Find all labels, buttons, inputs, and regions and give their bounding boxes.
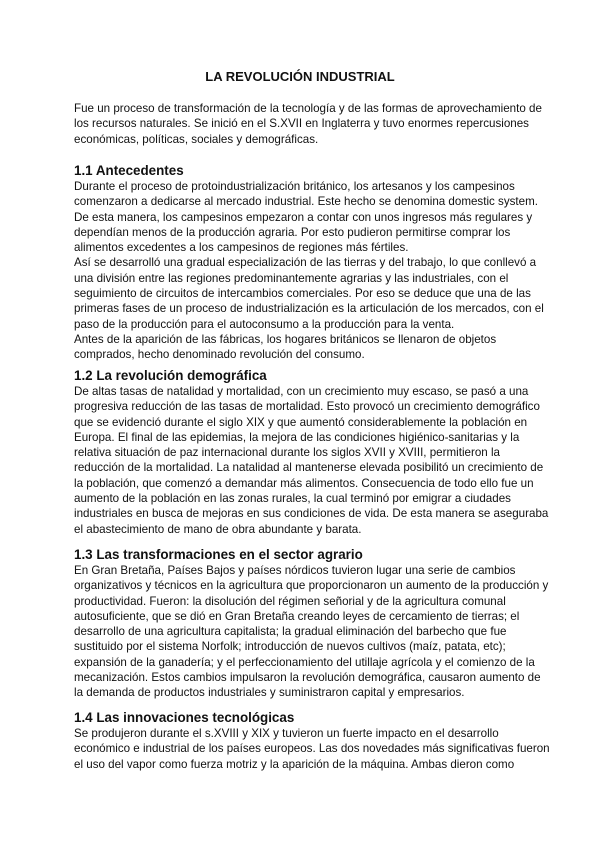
section-heading-sector-agrario: 1.3 Las transformaciones en el sector agrario — [74, 547, 363, 562]
text-line: Antes de la aparición de las fábricas, los hogares británicos se llenaron de objetos — [74, 332, 497, 346]
section-heading-innovaciones-tecnologicas: 1.4 Las innovaciones tecnológicas — [74, 710, 295, 725]
text-line: económico e industrial de los países europeos. Las dos novedades más significativas fueron — [74, 742, 550, 756]
text-line: sustituido por el sistema Norfolk; introducción de nuevos cultivos (maíz, patata, etc); — [74, 640, 506, 654]
text-line: la demanda de productos industriales y suministraron capital y empresarios. — [74, 686, 465, 700]
text-line: Así se desarrolló una gradual especialización de las tierras y del trabajo, lo que conllevó a — [74, 256, 537, 270]
text-line: relativa situación de paz internacional durante los siglos XVII y XVIII, permitieron la — [74, 446, 500, 460]
text-line: Se produjeron durante el s.XVIII y XIX y tuvieron un fuerte impacto en el desarrollo — [74, 727, 499, 740]
section-body-antecedentes — [74, 179, 544, 363]
text-line: aumento de la población en las zonas rurales, la cual terminó por emigrar a ciudades — [74, 492, 511, 506]
text-line: el abastecimiento de mano de obra abundante y barata. — [74, 522, 362, 536]
text-line: autosuficiente, que se dió en Gran Bretaña creando leyes de cercamiento de tierras; el — [74, 609, 520, 623]
intro-paragraph — [74, 101, 542, 147]
text-line: comprados, hecho denominado revolución del consumo. — [74, 348, 365, 362]
text-line: reducción de la mortalidad. La natalidad al mantenerse elevada posibilitó un crecimiento de — [74, 461, 544, 475]
text-line: Durante el proceso de protoindustrialización británico, los artesanos y los campesinos — [74, 180, 515, 193]
text-line: una división entre las regiones predominantemente agrarias y las industriales, con el — [74, 271, 509, 285]
text-line: la población, que comenzó a demandar más alimentos. Consecuencia de todo ello fue un — [74, 476, 534, 490]
section-body-sector-agrario — [74, 563, 549, 701]
intro-line: los recursos naturales. Se inició en el S.XVII en Inglaterra y tuvo enormes repercusiones — [74, 117, 529, 131]
text-line: comenzaron a dedicarse al mercado industrial. Este hecho se denomina domestic system. — [74, 195, 538, 209]
text-line: De esta manera, los campesinos empezaron a contar con unos ingresos más regulares y — [74, 210, 533, 224]
text-line: alimentos excedentes a los campesinos de regiones más fértiles. — [74, 241, 409, 255]
text-line: desarrollo de una agricultura capitalista; la gradual eliminación del barbecho que fue — [74, 625, 507, 639]
text-line: seguimiento de circuitos de intercambios comerciales. Por eso se deduce que una de las — [74, 287, 531, 301]
text-line: progresiva reducción de las tasas de mortalidad. Esto provocó un crecimiento demográfico — [74, 400, 540, 414]
text-line: De altas tasas de natalidad y mortalidad, con un crecimiento muy escaso, se pasó a una — [74, 385, 529, 398]
text-line: Europa. El final de las epidemias, la mejora de las condiciones higiénico-sanitarias y la — [74, 430, 520, 444]
text-line: organizativos y técnicos en la agricultura que proporcionaron un aumento de la producción y — [74, 579, 549, 593]
section-body-innovaciones-tecnologicas — [74, 726, 550, 772]
text-line: mecanización. Estos cambios impulsaron la revolución demográfica, causaron aumento de — [74, 671, 541, 685]
text-line: industriales en busca de mejoras en sus condiciones de vida. De esta manera se aseguraba — [74, 507, 549, 521]
text-line: productividad. Fueron: la disolución del régimen señorial y de la agricultura comunal — [74, 594, 506, 608]
text-line: primeras fases de un proceso de industrialización es la articulación de los mercados, con el — [74, 302, 544, 316]
section-body-revolucion-demografica — [74, 384, 549, 537]
text-line: que se evidenció durante el siglo XIX y que aumentó considerablemente la población en — [74, 415, 528, 429]
text-line: expansión de la ganadería; y el perfeccionamiento del utillaje agrícola y el comienzo de la — [74, 655, 535, 669]
intro-line: económicas, políticas, sociales y demográficas. — [74, 132, 319, 146]
document-title: LA REVOLUCIÓN INDUSTRIAL — [205, 69, 395, 84]
section-heading-revolucion-demografica: 1.2 La revolución demográfica — [74, 368, 267, 383]
section-heading-antecedentes: 1.1 Antecedentes — [74, 163, 184, 178]
intro-line: Fue un proceso de transformación de la tecnología y de las formas de aprovechamiento de — [74, 102, 542, 115]
text-line: dependían menos de la producción agraria. Por esto pudieron permitirse comprar los — [74, 225, 511, 239]
text-line: paso de la producción para el autoconsumo a la producción para la venta. — [74, 317, 455, 331]
text-line: el uso del vapor como fuerza motriz y la aparición de la máquina. Ambas dieron como — [74, 757, 515, 771]
text-line: En Gran Bretaña, Países Bajos y países nórdicos tuvieron lugar una serie de cambios — [74, 564, 516, 577]
